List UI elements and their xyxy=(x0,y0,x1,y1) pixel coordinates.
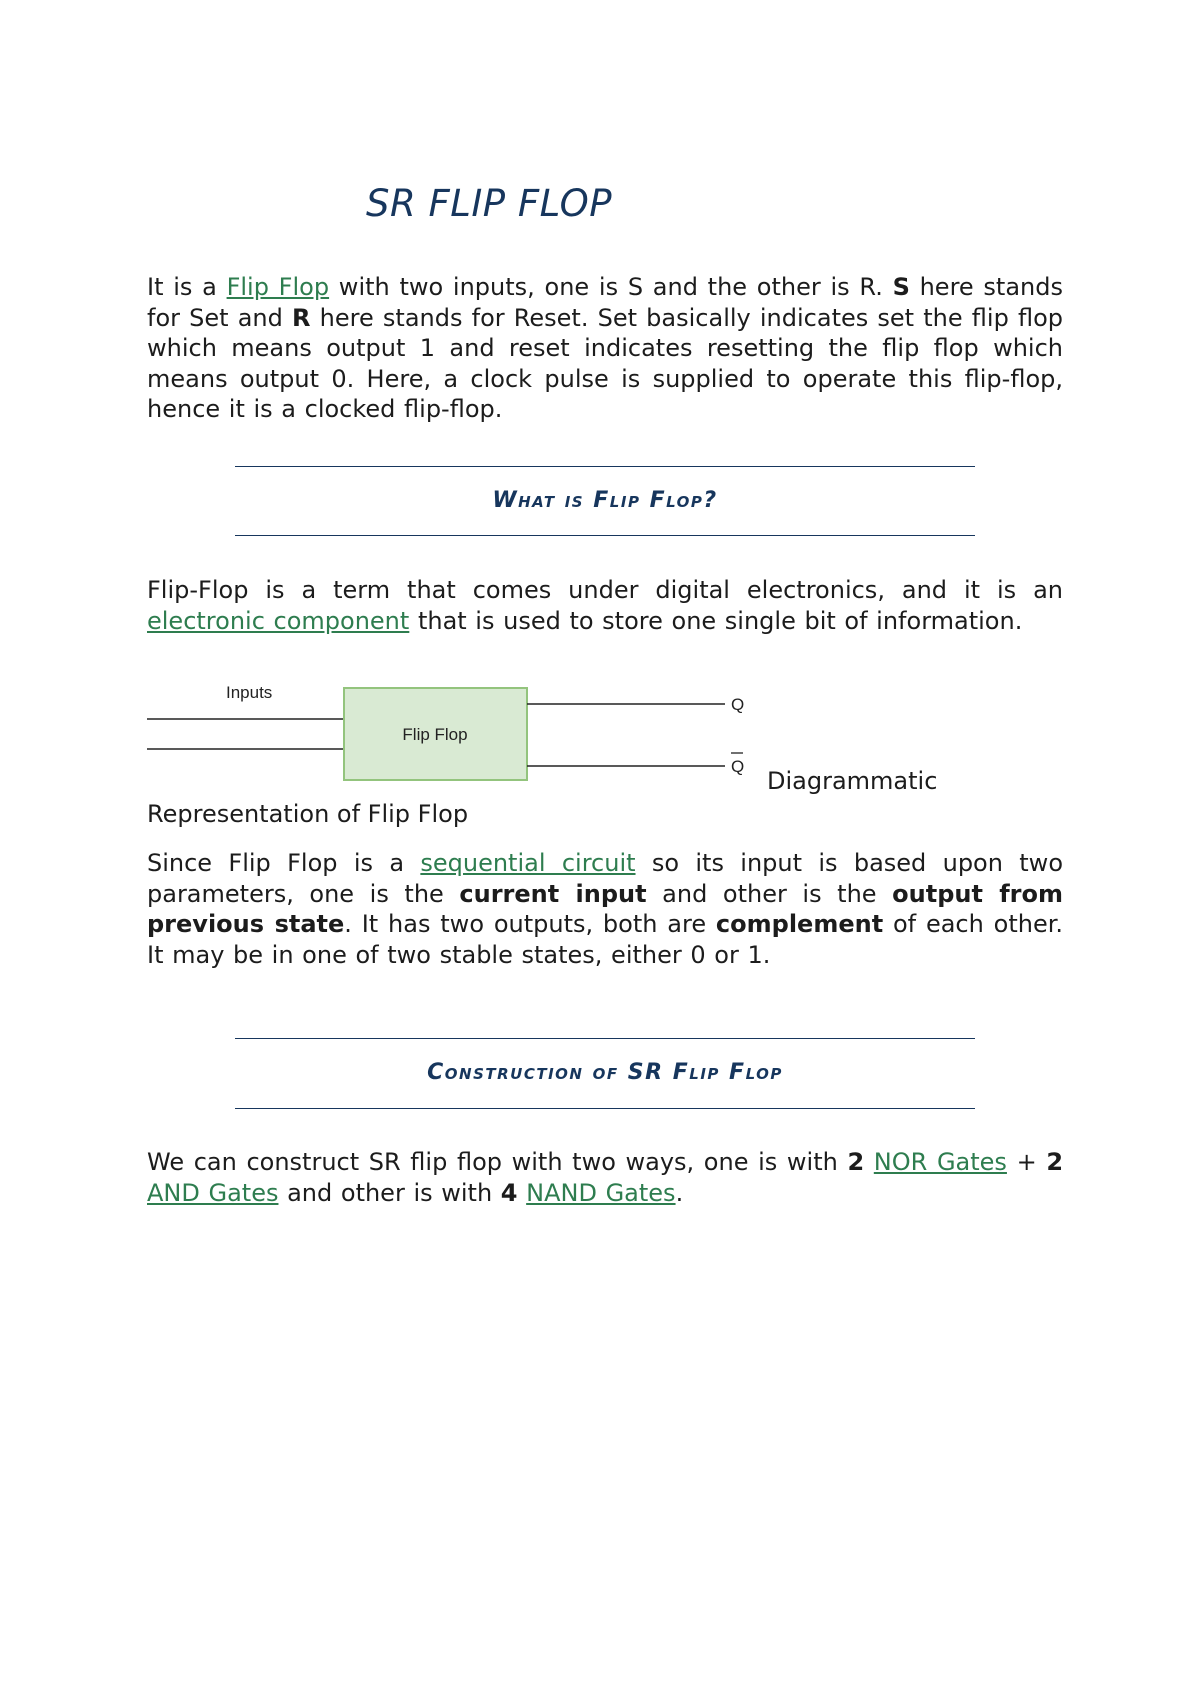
bold-four-nand: 4 xyxy=(500,1178,518,1207)
bold-current-input: current input xyxy=(459,879,647,908)
flip-flop-diagram xyxy=(147,676,767,786)
figure-caption-part2: Representation of Flip Flop xyxy=(147,800,469,828)
figure-caption-part1: Diagrammatic xyxy=(767,767,938,795)
bold-two-and: 2 xyxy=(1046,1148,1064,1176)
definition-text-1: Flip-Flop is a term that comes under digital electronics, and it is an xyxy=(147,576,1063,604)
and-gates-link[interactable]: AND Gates xyxy=(147,1178,279,1207)
intro-text-4: here stands for Reset. Set basically indicates set the flip flop which means output 1 and reset indicates resetting the flip flop which means output 0. Here, a clock pulse is supplied to operate this flip-flop, hence it is a clocked flip-flop. xyxy=(147,303,1063,424)
intro-bold-r: R xyxy=(292,303,311,332)
construction-text-3: and other is with xyxy=(278,1178,501,1207)
heading1-bottom-rule xyxy=(235,535,975,536)
section-heading-what-is-flip-flop: What is Flip Flop? xyxy=(492,488,718,513)
construction-text-2: + xyxy=(1006,1148,1047,1176)
intro-paragraph xyxy=(147,272,1063,425)
heading2-bottom-rule xyxy=(235,1108,975,1109)
construction-text-4: . xyxy=(675,1178,684,1207)
sequential-text-4: . It has two outputs, both are xyxy=(344,910,716,939)
sequential-text-1: Since Flip Flop is a xyxy=(147,849,421,877)
sequential-text-2: so its input is based upon two parameters, one is the xyxy=(147,849,1063,908)
construction-paragraph xyxy=(147,1147,1063,1208)
nand-gates-link[interactable]: NAND Gates xyxy=(526,1178,676,1207)
definition-text-2: that is used to store one single bit of information. xyxy=(409,606,1023,635)
qbar-output-label: Q xyxy=(731,757,745,776)
flip-flop-box-label: Flip Flop xyxy=(402,725,468,744)
electronic-component-link[interactable]: electronic component xyxy=(147,606,410,635)
q-output-label: Q xyxy=(731,695,745,714)
intro-text-1: It is a xyxy=(147,273,227,301)
page-title: SR FLIP FLOP xyxy=(366,182,613,225)
heading1-top-rule xyxy=(235,466,975,467)
intro-bold-s: S xyxy=(892,273,910,301)
sequential-text-5: of each other. It may be in one of two stable states, either 0 or 1. xyxy=(147,910,1064,969)
intro-text-3: here stands for Set and xyxy=(147,273,1063,332)
heading2-top-rule xyxy=(235,1038,975,1039)
flip-flop-link[interactable]: Flip Flop xyxy=(226,273,330,301)
sequential-text-3: and other is the xyxy=(646,879,893,908)
bold-complement: complement xyxy=(715,910,884,939)
intro-text-2: with two inputs, one is S and the other is R. xyxy=(329,273,893,301)
construction-text-1: We can construct SR flip flop with two ways, one is with xyxy=(147,1148,848,1176)
nor-gates-link[interactable]: NOR Gates xyxy=(873,1148,1007,1176)
section-heading-construction: Construction of SR Flip Flop xyxy=(427,1060,783,1085)
bold-output-previous-state: output from previous state xyxy=(147,879,1064,939)
bold-two-nor: 2 xyxy=(847,1148,865,1176)
sequential-paragraph xyxy=(147,848,1063,970)
sequential-circuit-link[interactable]: sequential circuit xyxy=(420,849,636,877)
definition-paragraph xyxy=(147,575,1063,636)
inputs-label: Inputs xyxy=(226,683,273,702)
